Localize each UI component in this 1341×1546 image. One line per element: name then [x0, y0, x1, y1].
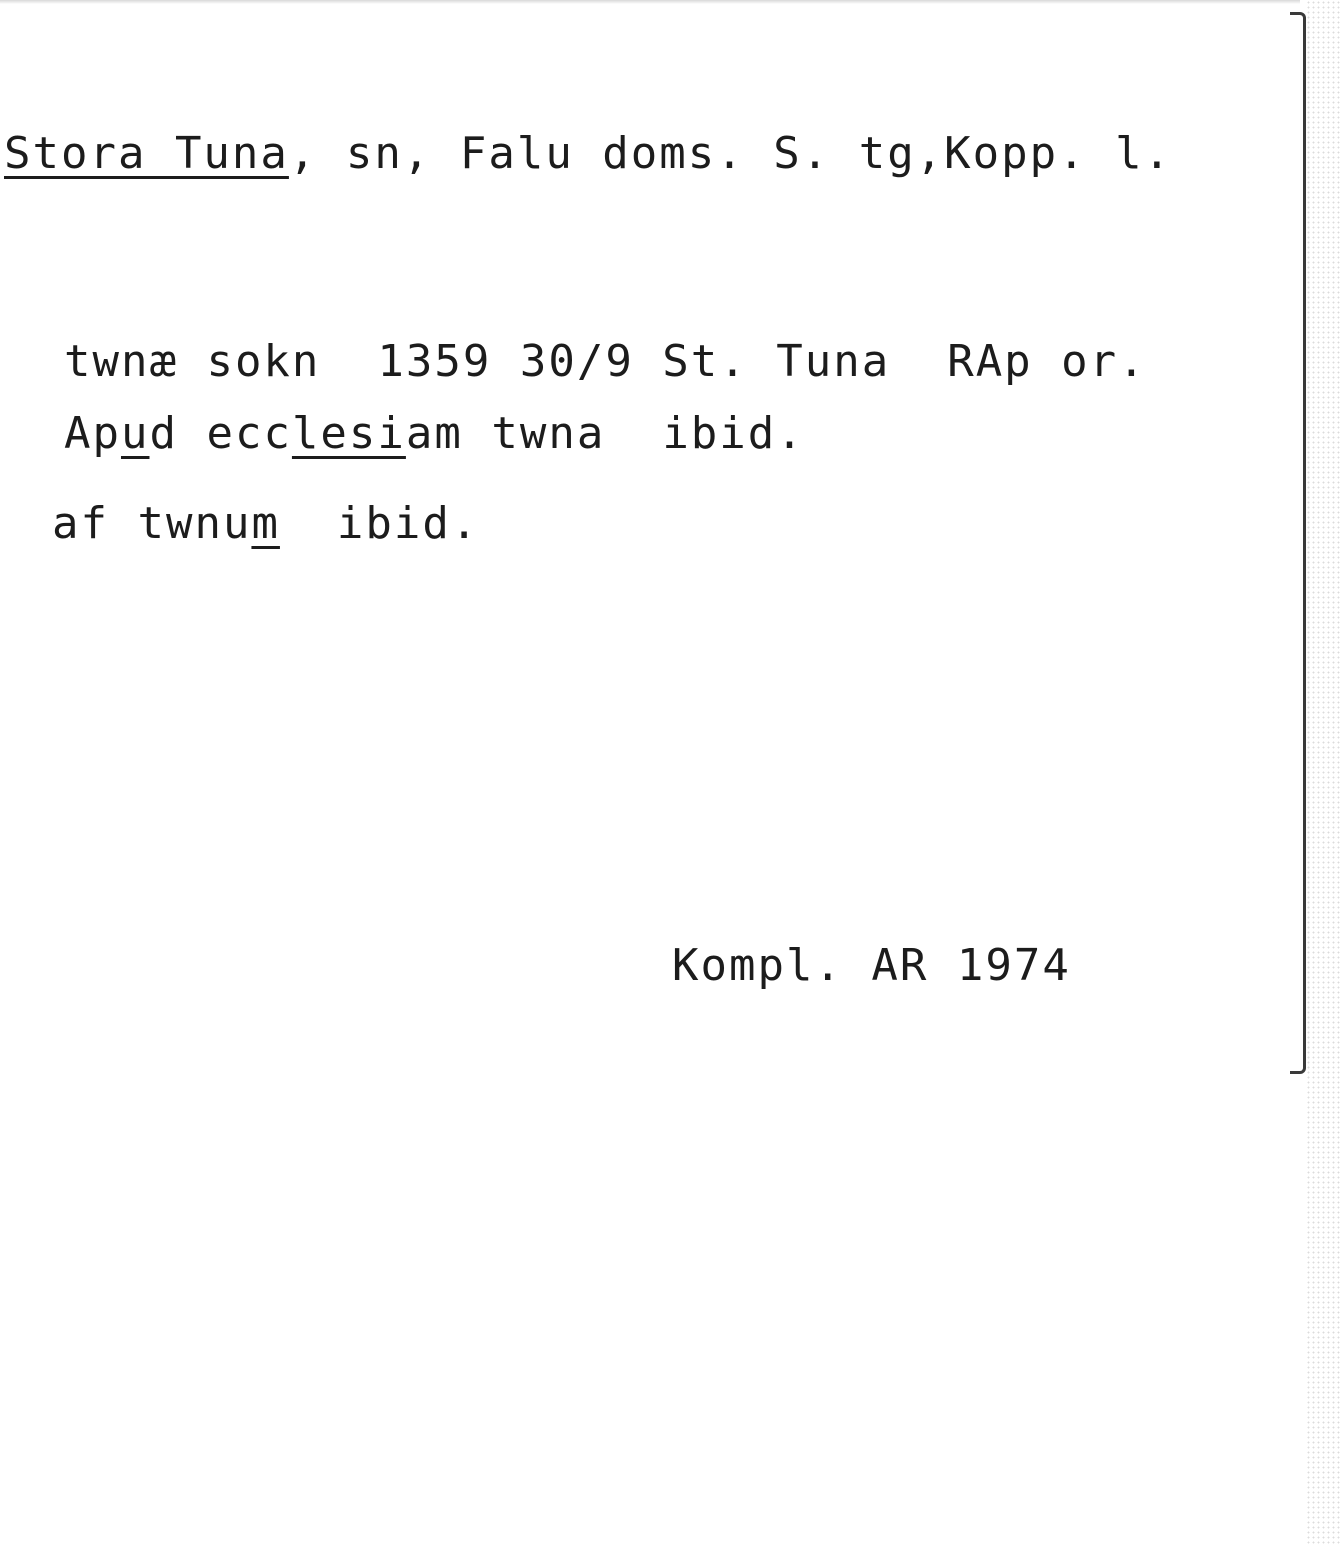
entry-underlined-text: u [120, 408, 150, 459]
entry-text: twnæ sokn 1359 30/9 St. Tuna RAp or. [64, 336, 1147, 387]
card-right-edge [1290, 12, 1306, 1074]
card-header [4, 128, 1173, 179]
entry-underlined-text: lesi [291, 408, 406, 459]
entry-text: af twnu [52, 498, 252, 549]
entry-text: d ecc [149, 408, 292, 459]
place-name: Stora Tuna [4, 128, 289, 179]
entry-underlined-text: m [251, 498, 280, 549]
entry-text: Ap [64, 408, 121, 459]
header-details: , sn, Falu doms. S. tg,Kopp. l. [288, 128, 1173, 179]
signature-line: Kompl. AR 1974 [672, 940, 1071, 991]
entry-line [64, 408, 805, 459]
scan-noise [1306, 0, 1341, 1546]
entry-line [52, 498, 480, 549]
entry-text: am twna ibid. [405, 408, 805, 459]
entry-text: ibid. [279, 498, 480, 549]
entry-line [64, 336, 1147, 387]
card-top-edge [0, 0, 1300, 4]
